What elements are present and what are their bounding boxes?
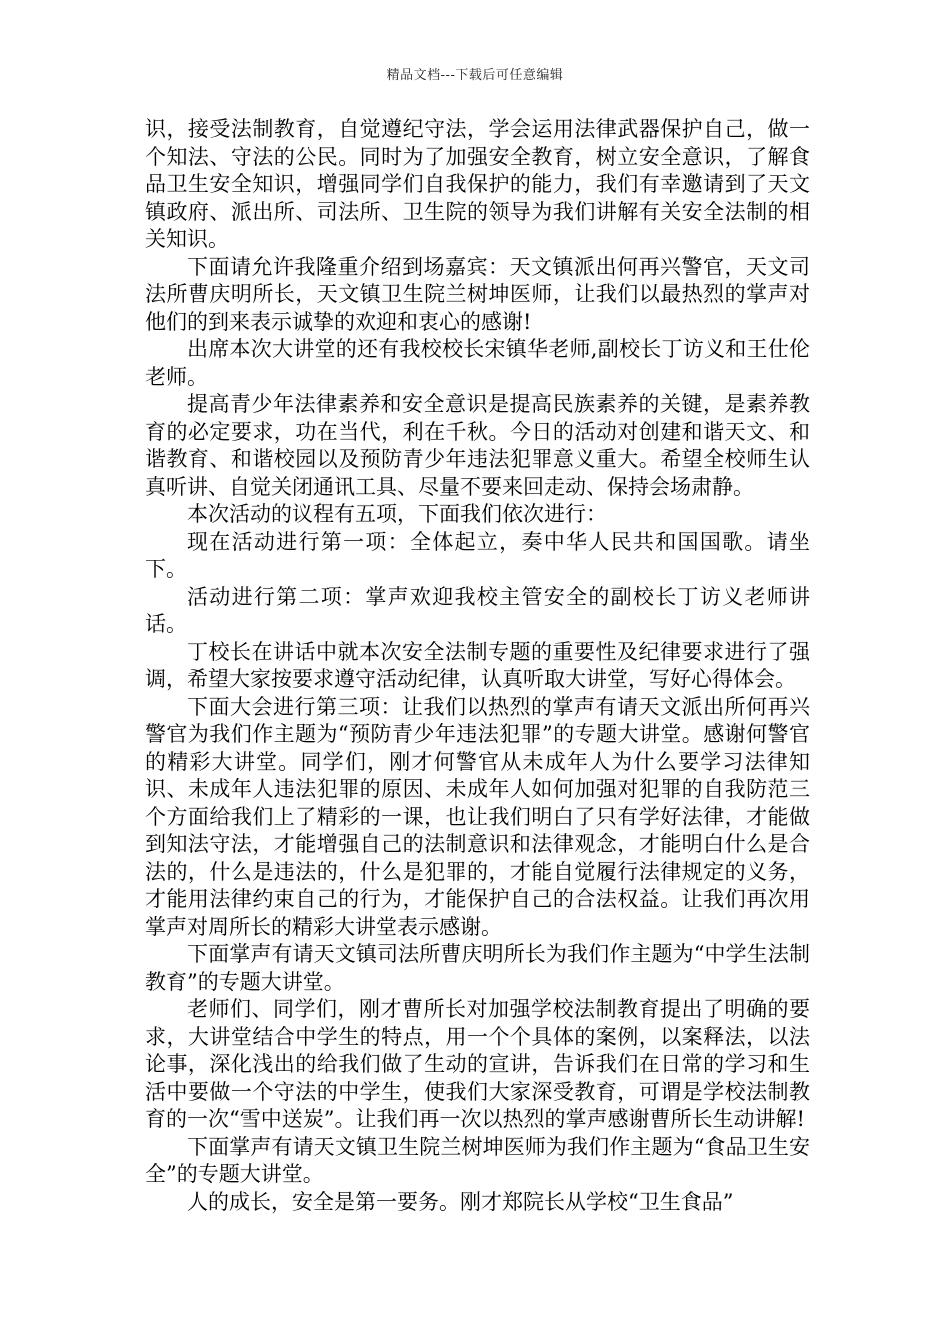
document-body (145, 116, 810, 1216)
paragraph: 下面大会进行第三项：让我们以热烈的掌声有请天文派出所何再兴警官为我们作主题为“预防青少年违法犯罪”的专题大讲堂。感谢何警官的精彩大讲堂。同学们，刚才何警官从未成年人为什么要学习法律知识、未成年人违法犯罪的原因、未成年人如何加强对犯罪的自我防范三个方面给我们上了精彩的一课，也让我们明白了只有学好法律，才能做到知法守法，才能增强自己的法制意识和法律观念，才能明白什么是合法的，什么是违法的，什么是犯罪的，才能自觉履行法律规定的义务，才能用法律约束自己的行为，才能保护自己的合法权益。让我们再次用掌声对周所长的精彩大讲堂表示感谢。 (145, 694, 810, 939)
paragraph: 识，接受法制教育，自觉遵纪守法，学会运用法律武器保护自己，做一个知法、守法的公民。同时为了加强安全教育，树立安全意识，了解食品卫生安全知识，增强同学们自我保护的能力，我们有幸邀请到了天文镇政府、派出所、司法所、卫生院的领导为我们讲解有关安全法制的相关知识。 (145, 117, 810, 251)
paragraph: 下面掌声有请天文镇卫生院兰树坤医师为我们作主题为“食品卫生安全”的专题大讲堂。 (145, 1134, 810, 1186)
paragraph: 活动进行第二项：掌声欢迎我校主管安全的副校长丁访义老师讲话。 (145, 584, 810, 636)
paragraph: 老师们、同学们，刚才曹所长对加强学校法制教育提出了明确的要求，大讲堂结合中学生的特点，用一个个具体的案例，以案释法，以法论事，深化浅出的给我们做了生动的宣讲，告诉我们在日常的学习和生活中要做一个守法的中学生，使我们大家深受教育，可谓是学校法制教育的一次“雪中送炭”。让我们再一次以热烈的掌声感谢曹所长生动讲解! (145, 997, 810, 1131)
paragraph: 人的成长，安全是第一要务。刚才郑院长从学校“卫生食品” (187, 1189, 734, 1214)
paragraph: 本次活动的议程有五项，下面我们依次进行： (187, 502, 607, 526)
paragraph: 现在活动进行第一项：全体起立，奏中华人民共和国国歌。请坐下。 (145, 529, 810, 581)
paragraph: 下面掌声有请天文镇司法所曹庆明所长为我们作主题为“中学生法制教育”的专题大讲堂。 (145, 942, 810, 994)
paragraph: 丁校长在讲话中就本次安全法制专题的重要性及纪律要求进行了强调，希望大家按要求遵守活动纪律，认真听取大讲堂，写好心得体会。 (145, 639, 810, 691)
paragraph: 下面请允许我隆重介绍到场嘉宾：天文镇派出何再兴警官，天文司法所曹庆明所长，天文镇卫生院兰树坤医师，让我们以最热烈的掌声对他们的到来表示诚挚的欢迎和衷心的感谢! (145, 254, 810, 334)
paragraph: 提高青少年法律素养和安全意识是提高民族素养的关键，是素养教育的必定要求，功在当代，利在千秋。今日的活动对创建和谐天文、和谐教育、和谐校园以及预防青少年违法犯罪意义重大。希望全校师生认真听讲、自觉关闭通讯工具、尽量不要来回走动、保持会场肃静。 (145, 392, 810, 499)
paragraph: 出席本次大讲堂的还有我校校长宋镇华老师,副校长丁访义和王仕伦老师。 (145, 337, 810, 389)
page-header: 精品文档---下载后可任意编辑 (386, 68, 564, 83)
